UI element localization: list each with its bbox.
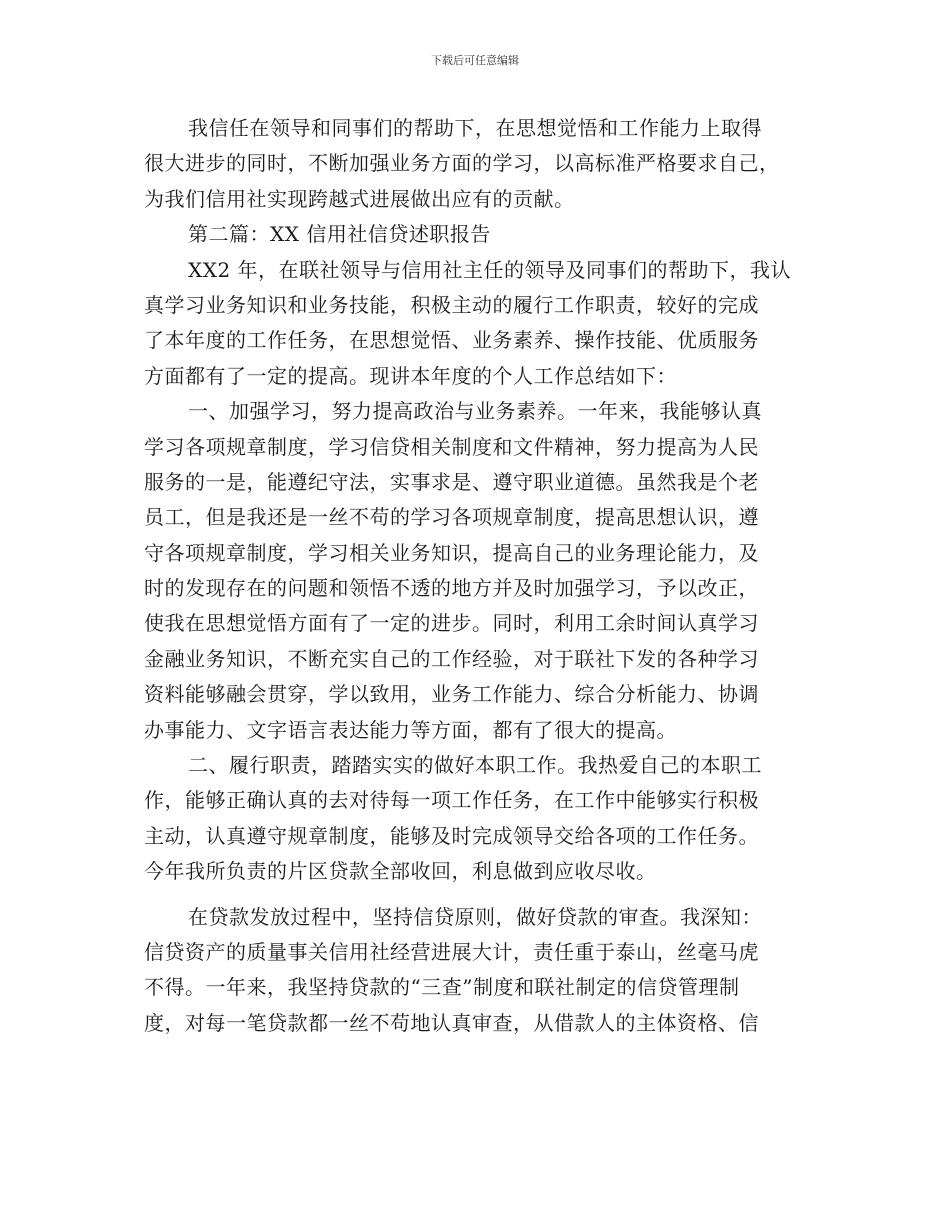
text-line: 真学习业务知识和业务技能，积极主动的履行工作职责，较好的完成 [144,292,759,317]
text-line: 使我在思想觉悟方面有了一定的进步。同时，利用工余时间认真学习 [144,611,759,636]
paragraph [144,394,809,748]
text-line: 很大进步的同时，不断加强业务方面的学习，以高标准严格要求自己， [144,151,780,176]
text-line: 主动，认真遵守规章制度，能够及时完成领导交给各项的工作任务。 [144,823,759,848]
text-line: 度，对每一笔贷款都一丝不苟地认真审查，从借款人的主体资格、信 [144,1010,759,1035]
text-line: 不得。一年来，我坚持贷款的“三查”制度和联社制定的信贷管理制 [144,975,740,1000]
text-line: 员工，但是我还是一丝不苟的学习各项规章制度，提高思想认识，遵 [144,505,759,530]
text-line: 资料能够融会贯穿，学以致用，业务工作能力、综合分析能力、协调 [144,682,759,707]
document-body [144,111,809,1041]
text-line: 了本年度的工作任务，在思想觉悟、业务素养、操作技能、优质服务 [144,328,759,353]
text-line: 我信任在领导和同事们的帮助下，在思想觉悟和工作能力上取得 [188,116,762,140]
section-title [144,217,809,252]
paragraph-gap [144,890,809,900]
text-line: 办事能力、文字语言表达能力等方面，都有了很大的提高。 [144,717,677,742]
text-line: 金融业务知识，不断充实自己的工作经验，对于联社下发的各种学习 [144,646,759,671]
text-line: 学习各项规章制度，学习信贷相关制度和文件精神，努力提高为人民 [144,434,759,459]
text-line: 服务的一是，能遵纪守法，实事求是、遵守职业道德。虽然我是个老 [144,469,759,494]
page-header: 下载后可任意编辑 [431,54,519,67]
text-line: 二、履行职责，踏踏实实的做好本职工作。我热爱自己的本职工 [188,753,762,778]
text-line: 在贷款发放过程中，坚持信贷原则，做好贷款的审查。我深知： [188,904,762,929]
section-title-text: 第二篇：XX 信用社信贷述职报告 [188,222,491,247]
text-line: 守各项规章制度，学习相关业务知识，提高自己的业务理论能力，及 [144,540,759,565]
text-line: 作，能够正确认真的去对待每一项工作任务，在工作中能够实行积极 [144,788,759,813]
text-line: 为我们信用社实现跨越式进展做出应有的贡献。 [144,186,575,211]
text-line: 一、加强学习，努力提高政治与业务素养。一年来，我能够认真 [188,399,762,424]
text-line: XX2 年，在联社领导与信用社主任的领导及同事们的帮助下，我认 [188,257,792,282]
text-line: 时的发现存在的问题和领悟不透的地方并及时加强学习，予以改正， [144,576,759,601]
text-line: 信贷资产的质量事关信用社经营进展大计，责任重于泰山，丝毫马虎 [144,939,759,964]
paragraph [144,111,809,217]
paragraph [144,253,809,395]
paragraph [144,900,809,1042]
paragraph [144,748,809,890]
text-line: 今年我所负责的片区贷款全部收回，利息做到应收尽收。 [144,859,657,884]
text-line: 方面都有了一定的提高。现讲本年度的个人工作总结如下： [144,363,677,388]
